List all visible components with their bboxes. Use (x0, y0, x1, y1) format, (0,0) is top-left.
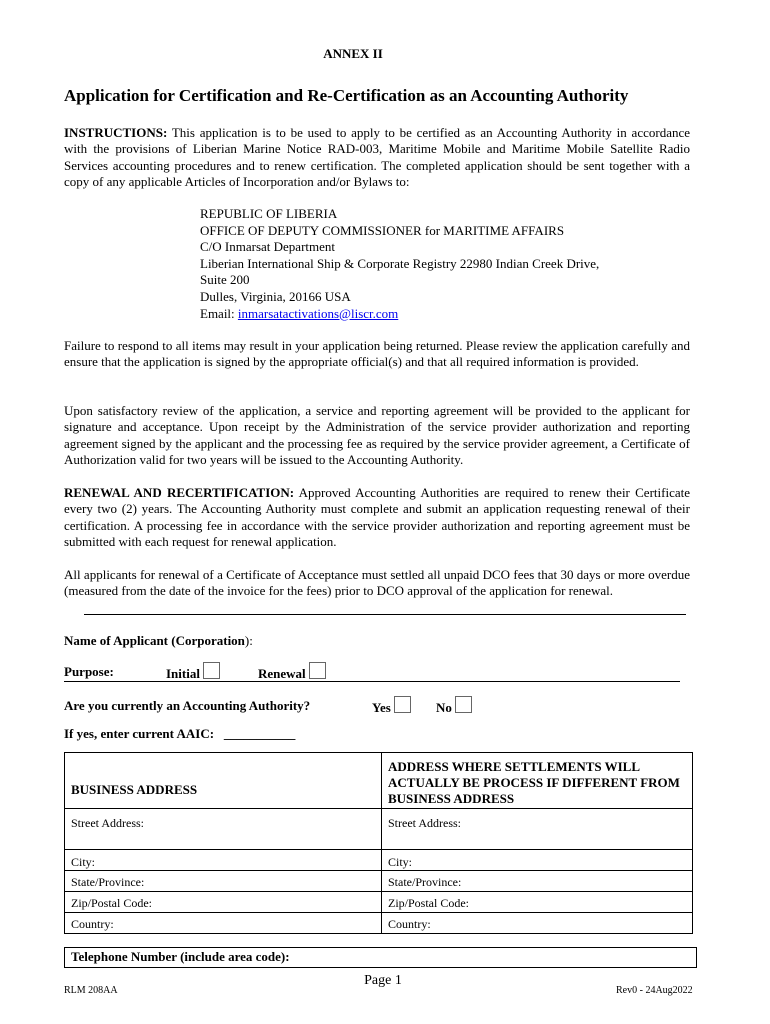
settlement-address-header: ADDRESS WHERE SETTLEMENTS WILL ACTUALLY BE PROCESS IF DIFFERENT FROM BUSINESS ADDRESS (382, 753, 693, 809)
table-row (65, 892, 693, 913)
address-line-2: OFFICE OF DEPUTY COMMISSIONER for MARITIME AFFAIRS (200, 222, 565, 238)
settlement-state-cell[interactable]: State/Province: (382, 871, 693, 892)
applicants-paragraph: All applicants for renewal of a Certificate of Acceptance must settled all unpaid DCO fees that 30 days or more overdue (measured from the date of the invoice for the fees) prior to DCO approval of the application for renewal. (64, 567, 690, 599)
no-label: No (436, 700, 452, 715)
page-number: Page 1 (364, 973, 402, 988)
business-street-cell[interactable]: Street Address: (65, 809, 382, 850)
address-line-5: Suite 200 (200, 272, 250, 288)
instructions-text: This application is to be used to apply to be certified as an Accounting Authority in accordance with the provisions of Liberian Marine Notice RAD-003, Maritime Mobile and Maritime Mobile Satellite Radio Services accounting procedures and to renew certification. The completed application should be sent together with a copy of any applicable Articles of Incorporation and/or Bylaws to: (64, 125, 690, 190)
initial-checkbox[interactable] (203, 662, 220, 679)
yes-checkbox[interactable] (394, 696, 411, 713)
yes-label: Yes (372, 700, 391, 715)
business-state-cell[interactable]: State/Province: (65, 871, 382, 892)
yes-option[interactable] (372, 696, 411, 716)
current-aa-label: Are you currently an Accounting Authority? (64, 698, 311, 713)
settlement-street-cell[interactable]: Street Address: (382, 809, 693, 850)
settlement-zip-cell[interactable]: Zip/Postal Code: (382, 892, 693, 913)
purpose-underline (64, 681, 680, 682)
initial-label: Initial (166, 666, 200, 681)
purpose-label: Purpose: (64, 664, 114, 679)
telephone-field[interactable] (64, 947, 697, 968)
business-address-header: BUSINESS ADDRESS (65, 753, 382, 809)
review-paragraph: Upon satisfactory review of the application, a service and reporting agreement will be provided to the applicant for signature and acceptance. Upon receipt by the Administration of the service provider authorization and reporting agreement signed by the applicant and the processing fee as required by the service provider agreement, a Certificate of Authorization valid for two years will be issued to the Accounting Authority. (64, 403, 690, 468)
revision-label: Rev0 - 24Aug2022 (616, 985, 693, 996)
aaic-blank[interactable]: ___________ (223, 726, 296, 741)
business-city-cell[interactable]: City: (65, 850, 382, 871)
email-line (200, 306, 599, 323)
renewal-text: Approved Accounting Authorities are required to renew their Certificate every two (2) years. The Accounting Authority must complete and submit an application requesting renewal of their certification. A processing fee in accordance with the service provider authorization and reporting agreement must be submitted with each request for renewal application. (64, 485, 690, 550)
renewal-label: RENEWAL AND RECERTIFICATION: (64, 485, 295, 500)
section-divider (84, 614, 686, 615)
mailing-address (200, 206, 599, 322)
address-line-3: C/O Inmarsat Department (200, 239, 336, 255)
email-label: Email: (200, 305, 235, 321)
annex-heading: ANNEX II (323, 46, 383, 61)
failure-paragraph: Failure to respond to all items may result in your application being returned. Please review the application carefully and ensure that the application is signed by the appropriate official(s) and that all required information is provided. (64, 338, 690, 370)
table-header-row (65, 753, 693, 809)
email-link[interactable]: inmarsatactivations@liscr.com (237, 305, 399, 321)
address-line-6: Dulles, Virginia, 20166 USA (200, 288, 351, 304)
initial-option[interactable] (166, 662, 220, 682)
table-row (65, 850, 693, 871)
address-line-4: Liberian International Ship & Corporate Registry 22980 Indian Creek Drive, (200, 255, 600, 271)
renewal-option[interactable] (258, 662, 326, 682)
table-row (65, 913, 693, 934)
table-row (65, 871, 693, 892)
renewal-paragraph (64, 485, 690, 551)
address-line-1: REPUBLIC OF LIBERIA (200, 206, 338, 221)
applicant-name-suffix: ): (244, 633, 253, 648)
instructions-label: INSTRUCTIONS: (64, 125, 168, 140)
business-country-cell[interactable]: Country: (65, 913, 382, 934)
applicant-name-field[interactable] (64, 633, 253, 649)
business-zip-cell[interactable]: Zip/Postal Code: (65, 892, 382, 913)
telephone-label: Telephone Number (include area code): (71, 949, 290, 964)
settlement-city-cell[interactable]: City: (382, 850, 693, 871)
aaic-label: If yes, enter current AAIC: (64, 726, 215, 741)
aaic-field[interactable] (64, 726, 295, 742)
instructions-paragraph (64, 125, 690, 191)
form-id: RLM 208AA (64, 985, 118, 996)
renewal-option-label: Renewal (258, 666, 306, 681)
document-title: Application for Certification and Re-Certification as an Accounting Authority (64, 86, 629, 105)
settlement-country-cell[interactable]: Country: (382, 913, 693, 934)
applicant-name-label: Name of Applicant (Corporation (64, 633, 245, 648)
no-option[interactable] (436, 696, 472, 716)
renewal-checkbox[interactable] (309, 662, 326, 679)
table-row (65, 809, 693, 850)
no-checkbox[interactable] (455, 696, 472, 713)
address-table (64, 752, 693, 934)
